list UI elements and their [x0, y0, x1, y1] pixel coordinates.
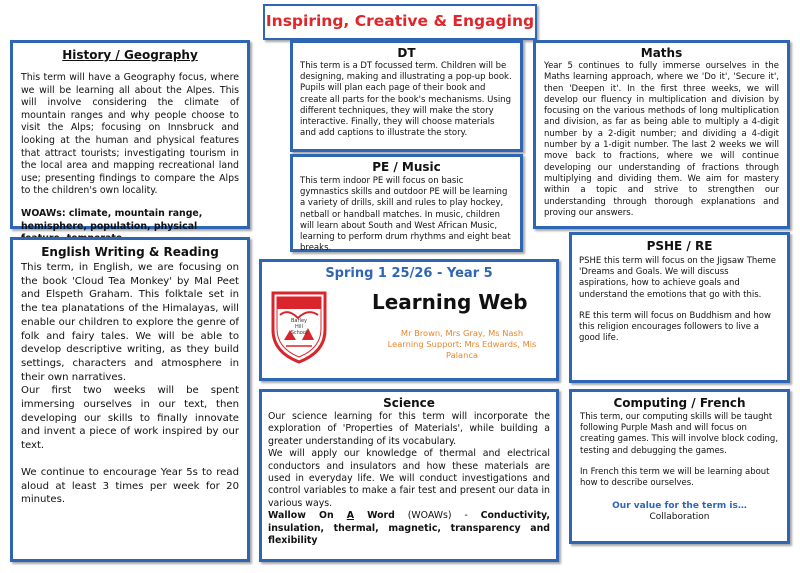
pshe-re-box	[569, 232, 790, 383]
pshe-re-title: PSHE / RE	[646, 239, 713, 253]
maths-title: Maths	[640, 46, 683, 60]
english-para-3: We continue to encourage Year 5s to read aloud at least 3 times per week for 20 minutes.	[21, 466, 239, 506]
banner-box	[263, 4, 537, 40]
science-woaw-abbr: (WOAWs) -	[394, 510, 481, 522]
school-crest	[270, 290, 328, 364]
science-woaw-word: Word	[354, 510, 395, 522]
english-para-2: Our first two weeks will be spent immersing ourselves in our text, then developing our skills to finally innovate and invent a piece of work inspired by our text.	[21, 385, 239, 452]
english-para-1: This term, in English, we are focusing on the book 'Cloud Tea Monkey' by Mal Peet and Elspeth Graham. This folktale set in the tea planatations of the Himalayas, will enable our children to explore the genre of folk and fairy tales. We will be able to develop descriptive writing, as they build settings, characters and atmosphere in their own narratives.	[21, 262, 239, 383]
staff-support: Learning Support: Mrs Edwards, Mis Palanca	[387, 339, 537, 360]
science-woaw	[268, 510, 550, 547]
computing-para-1: This term, our computing skills will be taught following Purple Mash and will focus on creating games. This will involve block coding, testing and debugging the games.	[580, 412, 779, 456]
science-title: Science	[383, 396, 435, 410]
pshe-para-1: PSHE this term will focus on the Jigsaw Theme 'Dreams and Goals. We will discuss aspirations, how to achieve goals and understand the emotions that go with this.	[579, 256, 777, 300]
maths-body: Year 5 continues to fully immerse ourselves in the Maths learning approach, where we 'Do it', 'Secure it', then 'Deepen it'. In the first three weeks, we will develop our fluency in multiplication and division by focusing on the various methods of long multiplication and division, as far as being able to multiply a 4-digit number by a 2-digit number; and dividing a 4-digit number by a 1-digit number. The last 2 weeks we will move back to fractions, where we will continue developing our understanding of fractions through multiplying and dividing them. We aim for mastery within a topic and strive to strengthen our understanding through thorough explanations and proving our answers.	[544, 61, 779, 218]
value-label: Our value for the term is…	[612, 501, 747, 512]
english-box	[10, 237, 250, 562]
history-geography-title: History / Geography	[62, 48, 198, 62]
history-geography-body: This term will have a Geography focus, where we will be learning all about the Alpes. This will involve considering the climate of mountain ranges and why people choose to visit the Alps; focusing on Innsbruck and looking at the human and physical features that attract tourists; investigating tourism in the local area and mapping recreational land use; presenting findings to compare the Alps to the children's own locality.	[21, 72, 239, 197]
pe-music-title: PE / Music	[372, 160, 441, 174]
maths-box	[533, 40, 790, 229]
value-word: Collaboration	[649, 512, 710, 523]
pe-music-body: This term indoor PE will focus on basic gymnastics skills and outdoor PE will be learning a variety of drills, skill and rules to play hockey, netball or handball matches. In music, children will learn about South and West African Music, learning to perform drum rhythms and eight beat breaks.	[300, 176, 511, 254]
banner-title: Inspiring, Creative & Engaging	[265, 12, 535, 30]
english-title: English Writing & Reading	[41, 245, 219, 259]
science-woaw-lead: Wallow On	[268, 510, 347, 522]
dt-box	[290, 40, 523, 152]
history-geography-box	[10, 40, 250, 232]
science-woaw-a: A	[346, 510, 354, 522]
school-name-text: Barley Hill School	[290, 318, 308, 336]
dt-body: This term is a DT focussed term. Children will be designing, making and illustrating a pop-up book. Pupils will plan each page of their book and create all parts for the book's mechanisms. Using different techniques, they will make the story interactive. Finally, they will choose materials and add captions to illustrate the story.	[300, 61, 512, 139]
term-heading: Spring 1 25/26 - Year 5	[325, 266, 493, 281]
science-para-2: We will apply our knowledge of thermal and electrical conductors and insulators and how these materials are used in everyday life. We will conduct investigations and control variables to make a fair test and present our data in various ways.	[268, 448, 550, 509]
science-para-1: Our science learning for this term will incorporate the exploration of 'Properties of Materials', while building a greater understanding of its vocabulary.	[268, 411, 550, 447]
dt-title: DT	[397, 46, 416, 60]
learning-web-box	[259, 259, 559, 381]
history-woaws: WOAWs: climate, mountain range, hemisphere, population, physical	[21, 207, 203, 232]
pe-music-box	[290, 154, 523, 252]
science-box	[259, 389, 559, 562]
pshe-para-2: RE this term will focus on Buddhism and how this religion encourages followers to live a good life.	[579, 310, 771, 344]
learning-web-title: Learning Web	[372, 290, 528, 314]
computing-french-box	[569, 389, 790, 544]
science-woaw-words: Conductivity, insulation, thermal, magnetic, transparency and flexibility	[268, 510, 550, 547]
computing-para-2: In French this term we will be learning about how to describe ourselves.	[580, 466, 770, 489]
computing-french-title: Computing / French	[613, 396, 746, 410]
staff-teachers: Mr Brown, Mrs Gray, Ms Nash	[400, 328, 524, 338]
